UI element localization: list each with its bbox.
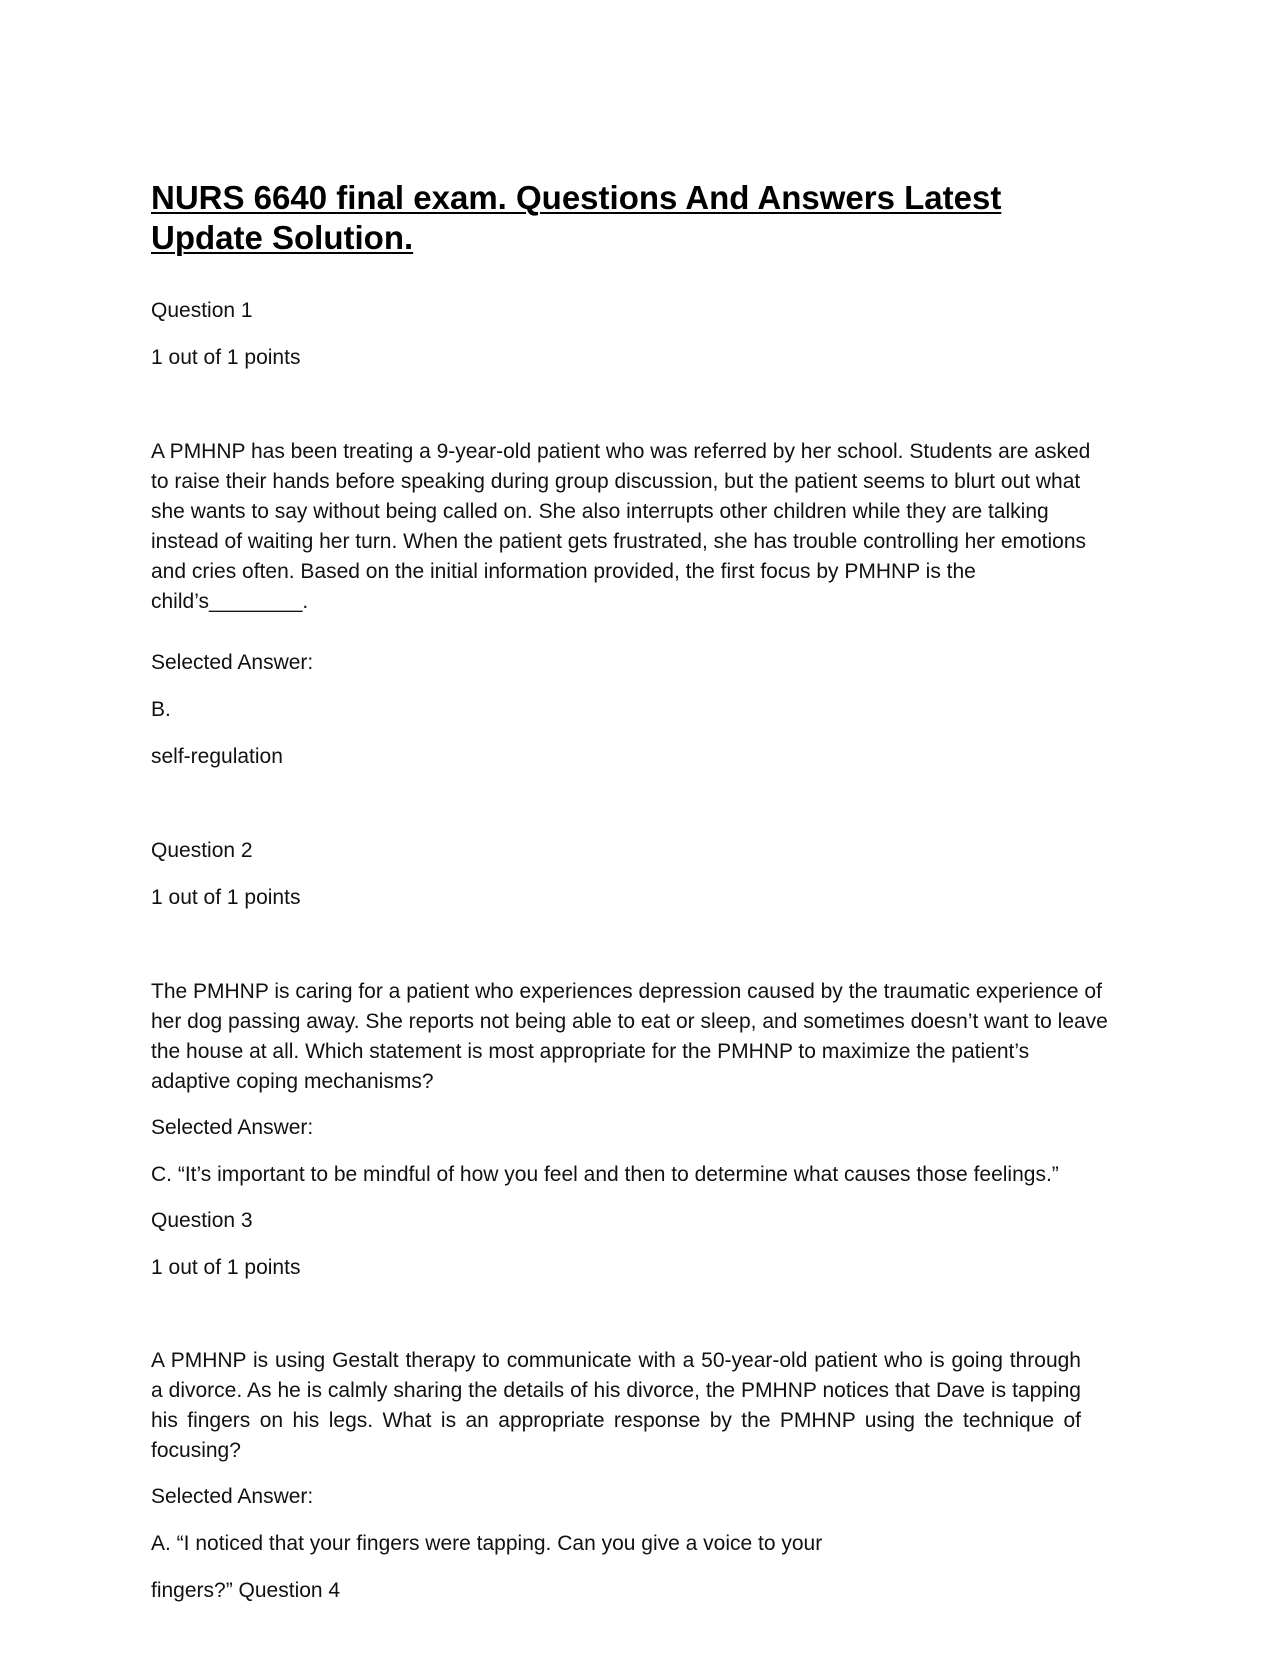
question-3-answer-line-1: A. “I noticed that your fingers were tapping. Can you give a voice to your: [151, 1532, 823, 1555]
question-3-heading: Question 3: [151, 1209, 253, 1232]
question-2-heading: Question 2: [151, 839, 253, 862]
question-2-points: 1 out of 1 points: [151, 886, 301, 909]
question-3-text: A PMHNP is using Gestalt therapy to communicate with a 50-year-old patient who is going through a divorce. As he is calmly sharing the details of his divorce, the PMHNP notices that Dave is tapping his fingers on his legs. What is an appropriate response by the PMHNP using the technique of focusing?: [151, 1349, 1081, 1462]
question-2-answer: C. “It’s important to be mindful of how you feel and then to determine what causes those feelings.”: [151, 1163, 1059, 1186]
question-3-selected-label: Selected Answer:: [151, 1485, 314, 1508]
question-1-heading: Question 1: [151, 299, 253, 322]
document-title: NURS 6640 final exam. Questions And Answers Latest Update Solution.: [151, 179, 1002, 256]
question-1-selected-label: Selected Answer:: [151, 651, 314, 674]
question-3-points: 1 out of 1 points: [151, 1256, 301, 1279]
question-1-points: 1 out of 1 points: [151, 346, 301, 369]
question-2-selected-label: Selected Answer:: [151, 1116, 314, 1139]
question-1-text: A PMHNP has been treating a 9-year-old patient who was referred by her school. Students are asked to raise their hands before speaking during group discussion, but the patient seems to blurt out what she wants to say without being called on. She also interrupts other children while they are talking instead of waiting her turn. When the patient gets frustrated, she has trouble controlling her emotions and cries often. Based on the initial information provided, the first focus by PMHNP is the child’s________.: [151, 440, 1091, 613]
question-2-text: The PMHNP is caring for a patient who experiences depression caused by the traumatic experience of her dog passing away. She reports not being able to eat or sleep, and sometimes doesn’t want to leave the house at all. Which statement is most appropriate for the PMHNP to maximize the patient’s adaptive coping mechanisms?: [151, 980, 1108, 1093]
question-1-answer-letter: B.: [151, 698, 171, 721]
question-3-answer-line-2: fingers?” Question 4: [151, 1579, 341, 1602]
question-1-answer-text: self-regulation: [151, 745, 283, 768]
